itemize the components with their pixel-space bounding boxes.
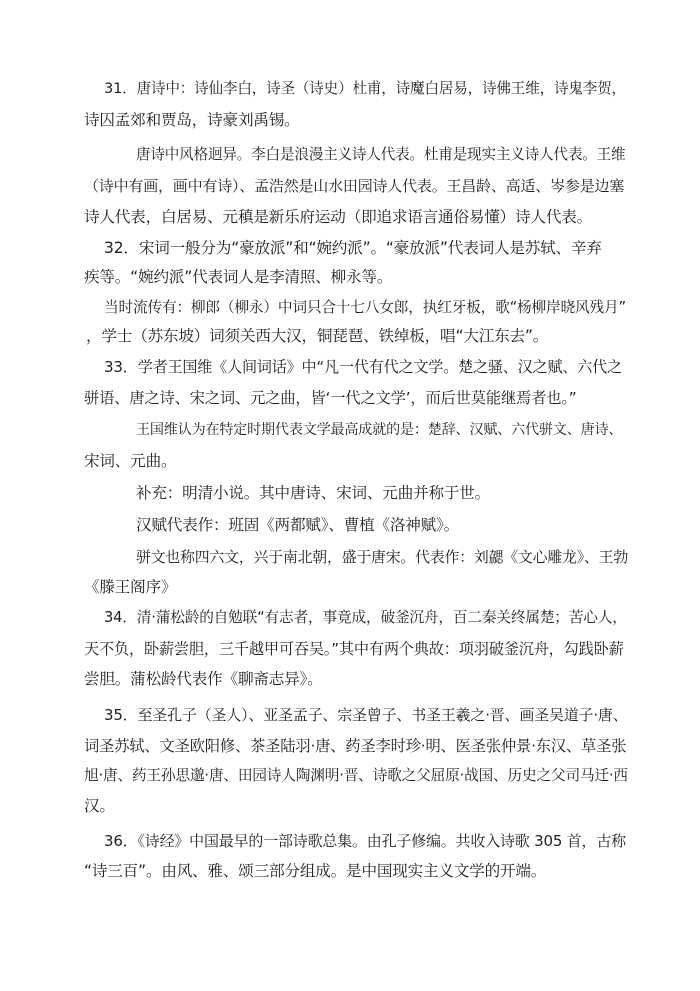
text-line-wang-2: 宋词、元曲。 xyxy=(84,452,177,470)
text-line-35-1: 35．至圣孔子（圣人）、亚圣孟子、宗圣曾子、书圣王羲之·晋、画圣吴道子·唐、 xyxy=(104,706,628,724)
text-line-35-3: 旭·唐、药王孙思邈·唐、田园诗人陶渊明·晋、诗歌之父屈原·战国、历史之父司马迁·西 xyxy=(84,767,628,784)
text-line-pianwen-1: 骈文也称四六文，兴于南北朝，盛于唐宋。代表作：刘勰《文心雕龙》、王勃 xyxy=(136,548,629,566)
text-line-36-1: 36．《诗经》中国最早的一部诗歌总集。由孔子修编。共收入诗歌 305 首，古称 xyxy=(104,832,626,850)
text-line-33-2: 骈语、唐之诗、宋之词、元之曲，皆‘一代之文学’，而后世莫能继焉者也。” xyxy=(84,389,577,407)
text-line-song-1: 当时流传有：柳郎（柳永）中词只合十七八女郎，执红牙板，歌“杨柳岸晓风残月” xyxy=(104,299,626,316)
text-line-35-2: 词圣苏轼、文圣欧阳修、茶圣陆羽·唐、药圣李时珍·明、医圣张仲景·东汉、草圣张 xyxy=(84,737,627,755)
text-line-tang-3: 诗人代表，白居易、元稹是新乐府运动（即追求语言通俗易懂）诗人代表。 xyxy=(84,208,592,226)
text-line-36-2: “诗三百”。由风、雅、颂三部分组成。是中国现实主义文学的开端。 xyxy=(84,862,547,880)
text-line-pianwen-2: 《滕王阁序》 xyxy=(84,578,177,596)
text-line-31-2: 诗囚孟郊和贾岛，诗豪刘禹锡。 xyxy=(84,111,300,129)
text-line-tang-1: 唐诗中风格迥异。李白是浪漫主义诗人代表。杜甫是现实主义诗人代表。王维 xyxy=(136,146,626,163)
text-line-33-1: 33．学者王国维《人间词话》中“凡一代有代之文学。楚之骚、汉之赋、六代之 xyxy=(104,358,622,376)
text-line-35-4: 汉。 xyxy=(84,797,115,815)
text-line-wang-1: 王国维认为在特定时期代表文学最高成就的是：楚辞、汉赋、六代骈文、唐诗、 xyxy=(136,422,623,438)
text-line-31-1: 31．唐诗中：诗仙李白，诗圣（诗史）杜甫，诗魔白居易，诗佛王维，诗鬼李贺， xyxy=(104,80,626,97)
text-line-supplement: 补充：明清小说。其中唐诗、宋词、元曲并称于世。 xyxy=(136,484,491,502)
text-line-32-2: 疾等。“婉约派”代表词人是李清照、柳永等。 xyxy=(84,268,393,286)
text-line-hanfu: 汉赋代表作：班固《两都赋》、曹植《洛神赋》。 xyxy=(136,516,460,534)
text-line-32-1: 32．宋词一般分为“豪放派”和“婉约派”。“豪放派”代表词人是苏轼、辛弃 xyxy=(104,239,602,257)
text-line-34-1: 34．清·蒲松龄的自勉联“有志者，事竟成，破釜沉舟，百二秦关终属楚；苦心人， xyxy=(104,609,627,626)
text-line-34-3: 尝胆。蒲松龄代表作《聊斋志异》。 xyxy=(84,670,323,688)
text-line-tang-2: （诗中有画，画中有诗）、孟浩然是山水田园诗人代表。王昌龄、高适、岑参是边塞 xyxy=(84,177,625,195)
text-line-34-2: 天不负，卧薪尝胆，三千越甲可吞吴。”其中有两个典故：项羽破釜沉舟，勾践卧薪 xyxy=(84,640,624,658)
text-line-song-2: ，学士（苏东坡）词须关西大汉，铜琵琶、铁绰板，唱“大江东去”。 xyxy=(86,327,549,345)
